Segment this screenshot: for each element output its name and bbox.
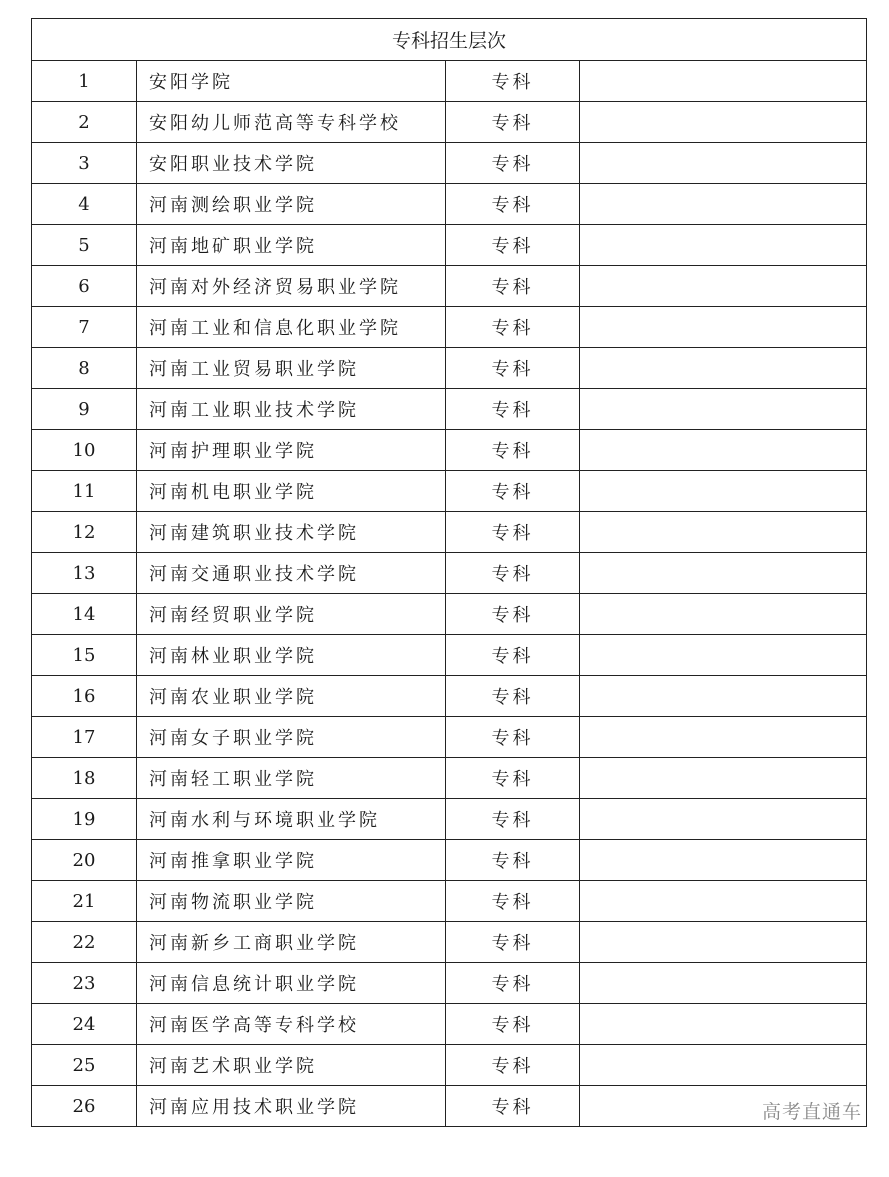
- college-name: 河南轻工职业学院: [137, 758, 446, 799]
- table-body: [32, 61, 867, 1127]
- college-name: 河南推拿职业学院: [137, 840, 446, 881]
- notes-cell: [580, 594, 867, 635]
- row-number: 22: [32, 922, 137, 963]
- college-name: 安阳学院: [137, 61, 446, 102]
- enrollment-level: 专科: [446, 717, 580, 758]
- notes-cell: [580, 471, 867, 512]
- row-number: 12: [32, 512, 137, 553]
- enrollment-level: 专科: [446, 881, 580, 922]
- notes-cell: [580, 1004, 867, 1045]
- notes-cell: [580, 635, 867, 676]
- table-row: [32, 102, 867, 143]
- row-number: 14: [32, 594, 137, 635]
- row-number: 11: [32, 471, 137, 512]
- enrollment-level: 专科: [446, 61, 580, 102]
- enrollment-level: 专科: [446, 225, 580, 266]
- table-row: [32, 799, 867, 840]
- notes-cell: [580, 758, 867, 799]
- table-row: [32, 184, 867, 225]
- enrollment-level: 专科: [446, 430, 580, 471]
- row-number: 15: [32, 635, 137, 676]
- college-name: 河南新乡工商职业学院: [137, 922, 446, 963]
- enrollment-level: 专科: [446, 143, 580, 184]
- college-name: 河南医学高等专科学校: [137, 1004, 446, 1045]
- enrollment-level: 专科: [446, 676, 580, 717]
- table-row: [32, 512, 867, 553]
- row-number: 25: [32, 1045, 137, 1086]
- notes-cell: [580, 1086, 867, 1127]
- table-row: [32, 635, 867, 676]
- enrollment-level: 专科: [446, 307, 580, 348]
- enrollment-level: 专科: [446, 963, 580, 1004]
- notes-cell: [580, 799, 867, 840]
- enrollment-level: 专科: [446, 840, 580, 881]
- notes-cell: [580, 430, 867, 471]
- table-row: [32, 922, 867, 963]
- notes-cell: [580, 881, 867, 922]
- table-row: [32, 307, 867, 348]
- table-row: [32, 594, 867, 635]
- notes-cell: [580, 61, 867, 102]
- table-row: [32, 1086, 867, 1127]
- college-name: 河南工业和信息化职业学院: [137, 307, 446, 348]
- enrollment-level: 专科: [446, 266, 580, 307]
- college-name: 河南工业贸易职业学院: [137, 348, 446, 389]
- enrollment-level: 专科: [446, 102, 580, 143]
- notes-cell: [580, 307, 867, 348]
- notes-cell: [580, 143, 867, 184]
- enrollment-level: 专科: [446, 553, 580, 594]
- row-number: 17: [32, 717, 137, 758]
- row-number: 3: [32, 143, 137, 184]
- row-number: 26: [32, 1086, 137, 1127]
- enrollment-level: 专科: [446, 922, 580, 963]
- notes-cell: [580, 389, 867, 430]
- notes-cell: [580, 1045, 867, 1086]
- table-row: [32, 758, 867, 799]
- table-row: [32, 553, 867, 594]
- table-row: [32, 348, 867, 389]
- row-number: 7: [32, 307, 137, 348]
- table-row: [32, 1045, 867, 1086]
- notes-cell: [580, 922, 867, 963]
- enrollment-level: 专科: [446, 184, 580, 225]
- row-number: 24: [32, 1004, 137, 1045]
- row-number: 18: [32, 758, 137, 799]
- table-row: [32, 430, 867, 471]
- college-name: 河南工业职业技术学院: [137, 389, 446, 430]
- college-name: 河南建筑职业技术学院: [137, 512, 446, 553]
- notes-cell: [580, 553, 867, 594]
- college-name: 河南物流职业学院: [137, 881, 446, 922]
- notes-cell: [580, 348, 867, 389]
- college-name: 河南机电职业学院: [137, 471, 446, 512]
- table-row: [32, 963, 867, 1004]
- enrollment-level: 专科: [446, 471, 580, 512]
- college-name: 河南艺术职业学院: [137, 1045, 446, 1086]
- table-row: [32, 389, 867, 430]
- college-table: [31, 18, 867, 1127]
- row-number: 23: [32, 963, 137, 1004]
- college-name: 安阳职业技术学院: [137, 143, 446, 184]
- enrollment-level: 专科: [446, 512, 580, 553]
- notes-cell: [580, 840, 867, 881]
- row-number: 6: [32, 266, 137, 307]
- table-row: [32, 225, 867, 266]
- college-name: 河南经贸职业学院: [137, 594, 446, 635]
- notes-cell: [580, 184, 867, 225]
- row-number: 1: [32, 61, 137, 102]
- table-row: [32, 266, 867, 307]
- enrollment-level: 专科: [446, 758, 580, 799]
- notes-cell: [580, 225, 867, 266]
- row-number: 13: [32, 553, 137, 594]
- row-number: 10: [32, 430, 137, 471]
- watermark: 高考直通车: [762, 1101, 863, 1123]
- college-name: 安阳幼儿师范高等专科学校: [137, 102, 446, 143]
- table-title: 专科招生层次: [32, 19, 867, 61]
- college-name: 河南测绘职业学院: [137, 184, 446, 225]
- college-name: 河南对外经济贸易职业学院: [137, 266, 446, 307]
- enrollment-level: 专科: [446, 1045, 580, 1086]
- row-number: 16: [32, 676, 137, 717]
- row-number: 5: [32, 225, 137, 266]
- table-row: [32, 61, 867, 102]
- row-number: 2: [32, 102, 137, 143]
- table-row: [32, 840, 867, 881]
- enrollment-level: 专科: [446, 1086, 580, 1127]
- college-name: 河南水利与环境职业学院: [137, 799, 446, 840]
- enrollment-level: 专科: [446, 389, 580, 430]
- row-number: 20: [32, 840, 137, 881]
- college-name: 河南信息统计职业学院: [137, 963, 446, 1004]
- college-name: 河南护理职业学院: [137, 430, 446, 471]
- notes-cell: [580, 676, 867, 717]
- row-number: 21: [32, 881, 137, 922]
- row-number: 9: [32, 389, 137, 430]
- table-row: [32, 676, 867, 717]
- table-row: [32, 881, 867, 922]
- notes-cell: [580, 102, 867, 143]
- notes-cell: [580, 266, 867, 307]
- table-title-row: [32, 19, 867, 61]
- notes-cell: [580, 963, 867, 1004]
- notes-cell: [580, 717, 867, 758]
- row-number: 4: [32, 184, 137, 225]
- enrollment-level: 专科: [446, 594, 580, 635]
- table-row: [32, 143, 867, 184]
- table-row: [32, 471, 867, 512]
- notes-cell: [580, 512, 867, 553]
- college-name: 河南女子职业学院: [137, 717, 446, 758]
- enrollment-level: 专科: [446, 348, 580, 389]
- enrollment-level: 专科: [446, 1004, 580, 1045]
- enrollment-level: 专科: [446, 635, 580, 676]
- college-name: 河南地矿职业学院: [137, 225, 446, 266]
- college-name: 河南林业职业学院: [137, 635, 446, 676]
- row-number: 8: [32, 348, 137, 389]
- enrollment-level: 专科: [446, 799, 580, 840]
- college-name: 河南应用技术职业学院: [137, 1086, 446, 1127]
- table-row: [32, 717, 867, 758]
- college-name: 河南交通职业技术学院: [137, 553, 446, 594]
- table-row: [32, 1004, 867, 1045]
- college-name: 河南农业职业学院: [137, 676, 446, 717]
- row-number: 19: [32, 799, 137, 840]
